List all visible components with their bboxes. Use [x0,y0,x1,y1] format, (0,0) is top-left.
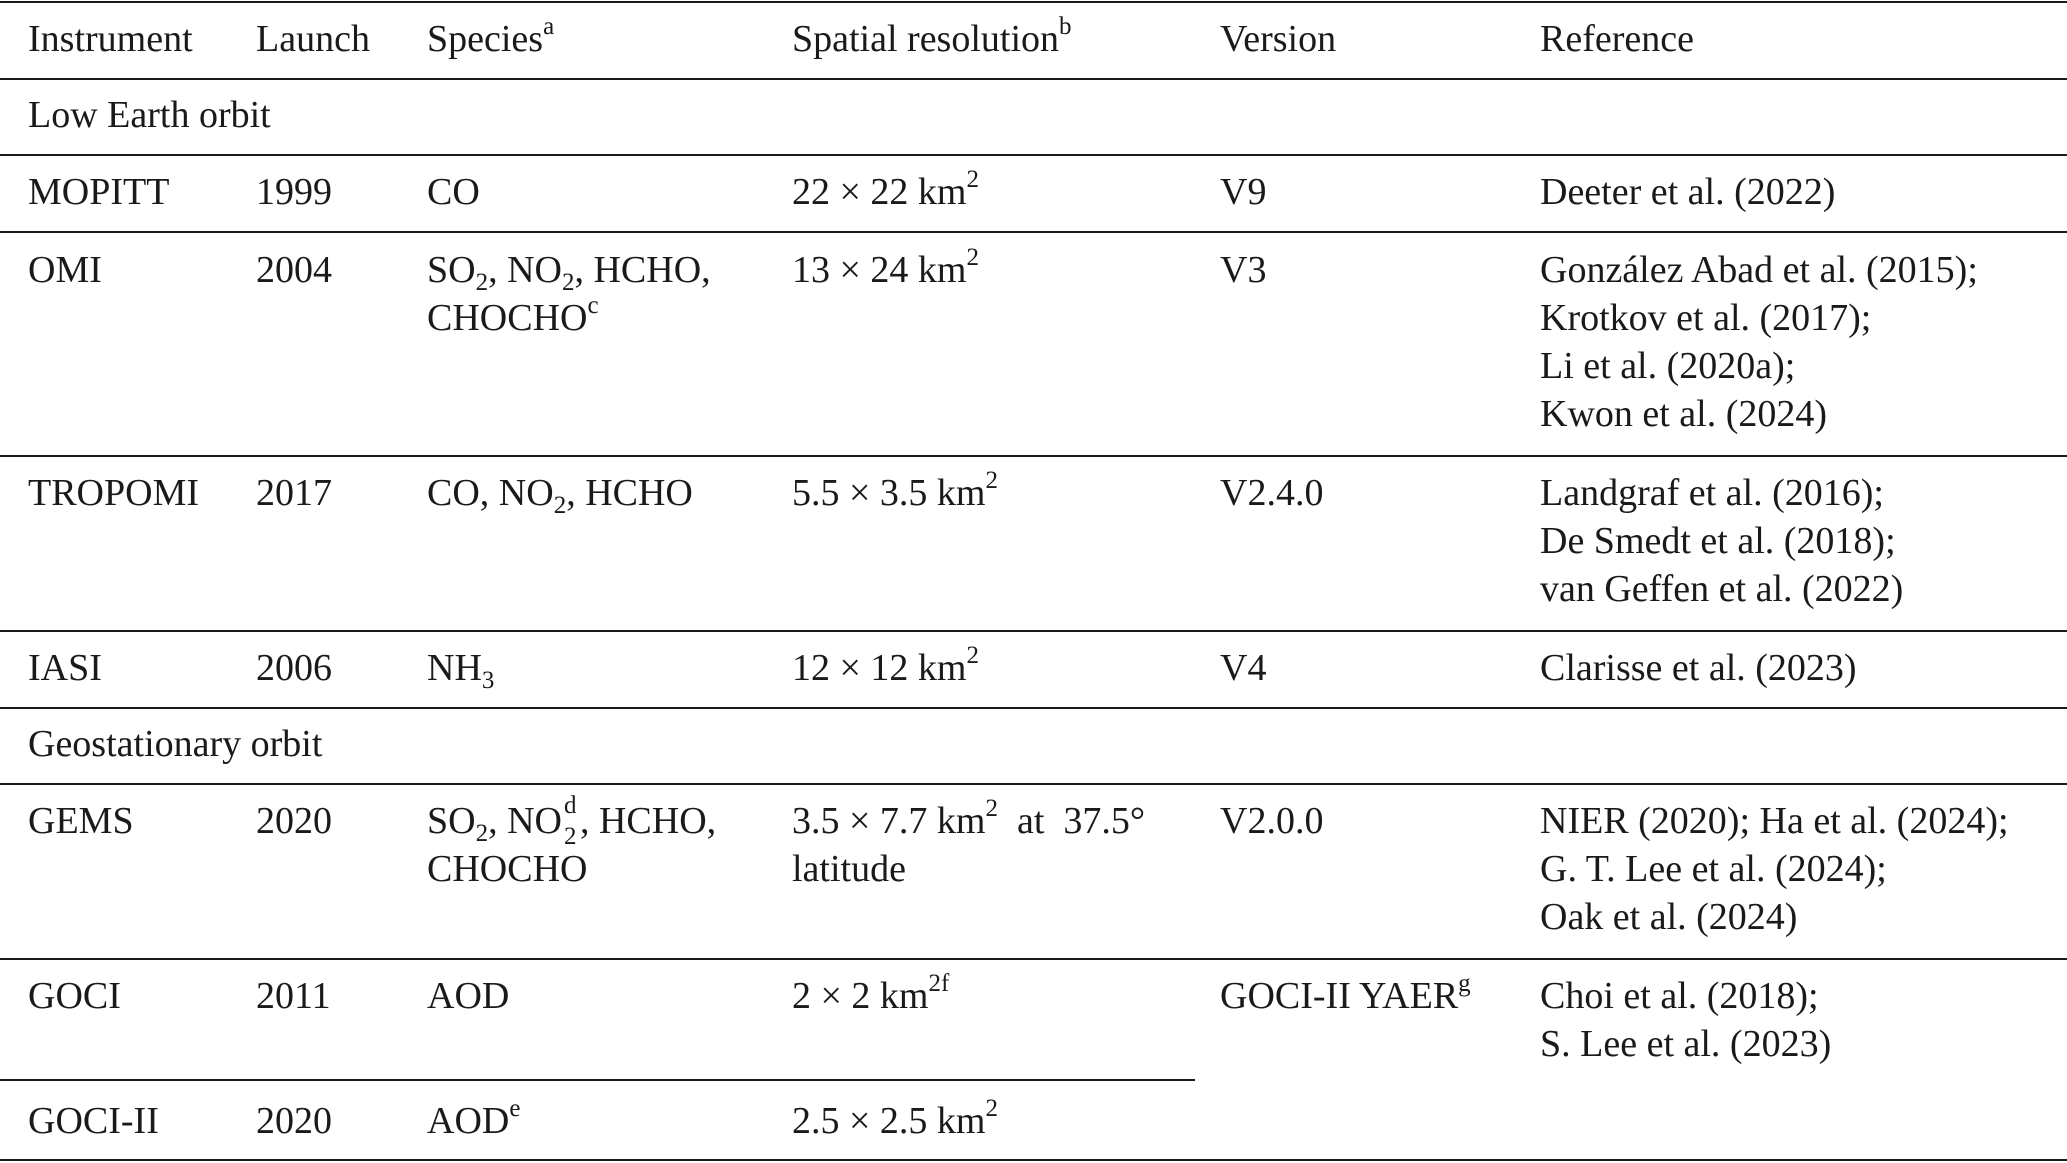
goci2-resolution: 2.5 × 2.5 $km^2$ [792,1095,998,1142]
goci2-launch: 2020 [256,1100,332,1142]
header-spatial-resolution: Spatial resolution$^b$ [792,13,1072,60]
footnote-marker: c [587,292,599,319]
footnote-marker: b [1059,13,1072,40]
rule-gems [0,958,2067,960]
mopitt-launch: 1999 [256,171,332,213]
rule-header [0,78,2067,80]
gems-species: $SO_2$, NO d 2 , HCHO, CHOCHO [427,792,717,890]
mopitt-instrument: MOPITT [28,171,170,213]
goci2-instrument: GOCI-II [28,1100,159,1142]
mopitt-reference: Deeter et al. (2022) [1540,171,1836,213]
iasi-reference: Clarisse et al. (2023) [1540,647,1857,689]
gems-reference: NIER (2020); Ha et al. (2024); G. T. Lee et al. (2024); Oak et al. (2024) [1540,800,2009,938]
mopitt-resolution: 22 × 22 $km^2$ [792,166,979,213]
tropomi-resolution: 5.5 × 3.5 $km^2$ [792,467,998,514]
iasi-version: V4 [1220,647,1267,689]
goci-species: AOD [427,975,510,1017]
mopitt-species: CO [427,171,480,213]
section-geostationary-orbit: Geostationary orbit [28,723,323,765]
tropomi-reference: Landgraf et al. (2016); De Smedt et al. (2018); van Geffen et al. (2022) [1540,472,1904,610]
goci-launch: 2011 [256,975,331,1017]
rule-omi [0,455,2067,457]
goci2-species: AOD$^e$ [427,1095,521,1142]
header-reference: Reference [1540,18,1694,60]
omi-resolution: 13 × 24 $km^2$ [792,244,979,291]
footnote-marker: d [563,792,577,819]
section-low-earth-orbit: Low Earth orbit [28,94,271,136]
goci-instrument: GOCI [28,975,121,1017]
rule-top [0,1,2067,3]
header-instrument: Instrument [28,18,193,60]
goci-reference: Choi et al. (2018); S. Lee et al. (2023) [1540,975,1832,1065]
iasi-launch: 2006 [256,647,332,689]
omi-instrument: OMI [28,249,102,291]
gems-launch: 2020 [256,800,332,842]
rule-bottom [0,1159,2067,1161]
omi-launch: 2004 [256,249,332,291]
iasi-resolution: 12 × 12 $km^2$ [792,642,979,689]
rule-tropomi [0,630,2067,632]
iasi-instrument: IASI [28,647,102,689]
header-version: Version [1220,18,1337,60]
gems-instrument: GEMS [28,800,134,842]
gems-resolution: 3.5 × 7.7 $km^2$ at 37.5° latitude [792,795,1146,890]
tropomi-version: V2.4.0 [1220,472,1324,514]
footnote-marker: e [509,1095,521,1122]
tropomi-species: CO, $NO_2$, HCHO [427,472,693,519]
omi-reference: González Abad et al. (2015); Krotkov et al. (2017); Li et al. (2020a); Kwon et al. (2024) [1540,249,1978,435]
header-launch: Launch [256,18,370,60]
rule-goci [0,1079,1195,1081]
rule-mopitt [0,231,2067,233]
tropomi-instrument: TROPOMI [28,472,200,514]
footnote-marker: g [1458,970,1471,997]
tropomi-launch: 2017 [256,472,332,514]
mopitt-version: V9 [1220,171,1267,213]
footnote-marker: a [543,13,555,40]
goci-version: GOCI-II YAER$^g$ [1220,970,1471,1017]
header-species: Species$^a$ [427,13,555,60]
omi-version: V3 [1220,249,1267,291]
rule-geo-section [0,783,2067,785]
omi-species: $SO_2$, $NO_2$, HCHO, CHOCHO$^c$ [427,249,711,339]
gems-version: V2.0.0 [1220,800,1324,842]
goci-resolution: 2 × 2 $km^{2f}$ [792,970,950,1017]
rule-iasi [0,707,2067,709]
iasi-species: $NH_3$ [427,647,495,694]
rule-leo-section [0,154,2067,156]
